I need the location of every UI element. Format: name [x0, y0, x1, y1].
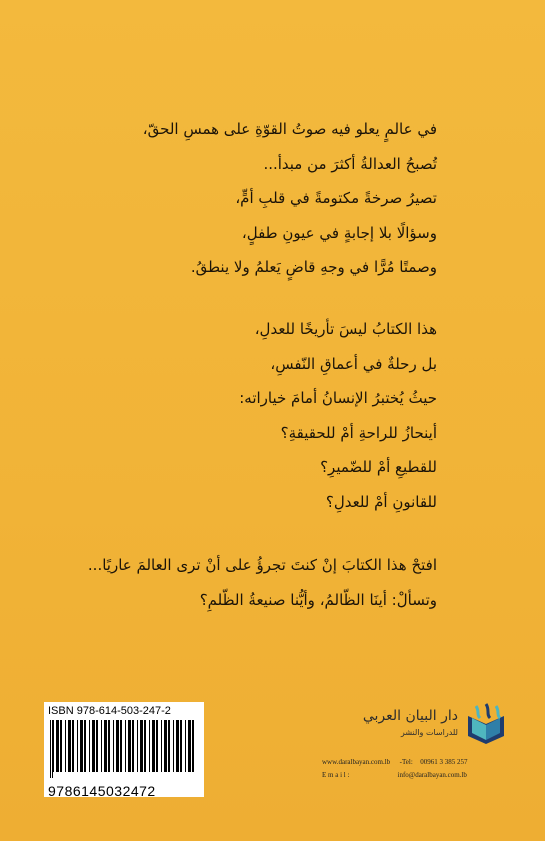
barcode-bar [192, 720, 194, 772]
barcode-bar [140, 720, 143, 772]
barcode-bar [68, 720, 71, 772]
barcode-bar [149, 720, 150, 772]
blurb-line: في عالمٍ يعلو فيه صوتُ القوّةِ على همسِ الحقّ، [142, 120, 437, 138]
barcode-bar [144, 720, 146, 772]
website-text: www.daralbayan.com.lb [322, 758, 391, 766]
barcode-bar [156, 720, 158, 772]
tel-number: 00961 3 385 257 [420, 758, 468, 766]
blurb-stanza-3 [88, 548, 437, 617]
contact-row-web-tel [322, 758, 468, 766]
barcode-bar [52, 720, 53, 778]
publisher-name: دار البيان العربي [362, 708, 458, 724]
barcode-bar [164, 720, 167, 772]
barcode-bar [80, 720, 83, 772]
barcode-bar [50, 720, 51, 778]
barcode-bar [137, 720, 138, 772]
blurb-stanza-2 [239, 312, 437, 519]
email-address: info@daralbayan.com.lb [397, 771, 467, 779]
barcode-bar [116, 720, 119, 772]
publisher-subtitle: للدراسات والنشر [400, 728, 458, 737]
barcode-bar [56, 720, 59, 772]
email-label: E m a i l : [322, 771, 350, 779]
barcode-bar [120, 720, 122, 772]
barcode-bar [132, 720, 134, 772]
barcode-bar [168, 720, 170, 772]
blurb-line: افتحْ هذا الكتابَ إنْ كنتَ تجرؤُ على أنْ ترى العالمَ عاريًا... [87, 556, 437, 574]
book-logo-icon [464, 702, 508, 746]
barcode-bar [176, 720, 179, 772]
barcode-number: 9786145032472 [48, 783, 156, 799]
barcode-bar [125, 720, 126, 772]
blurb-line: وتسألْ: أينَا الظّالمُ، وأيُّنا صنيعةُ الظّلمِ؟ [199, 590, 437, 609]
barcode-bar [108, 720, 110, 772]
barcode-bar [101, 720, 102, 772]
barcode-bar [92, 720, 95, 772]
barcode-bar [89, 720, 90, 772]
barcode-bar [96, 720, 98, 772]
barcode-bar [77, 720, 78, 772]
barcode-bar [128, 720, 131, 772]
blurb-line: تصيرُ صرخةً مكتومةً في قلبِ أمٍّ، [235, 189, 437, 207]
barcode-bars [48, 720, 200, 778]
blurb-line: وسؤالًا بلا إجابةٍ في عيونِ طفلٍ، [241, 223, 437, 242]
barcode-bar [60, 720, 62, 772]
blurb-line: للقانونِ أمْ للعدلِ؟ [325, 492, 437, 511]
isbn-label: ISBN 978-614-503-247-2 [48, 705, 171, 717]
blurb-line: أينحازُ للراحةِ أمْ للحقيقةِ؟ [280, 423, 437, 442]
barcode-bar [84, 720, 86, 772]
barcode-bar [104, 720, 107, 772]
barcode-bar [173, 720, 174, 772]
barcode-bar [180, 720, 182, 772]
barcode-bar [188, 720, 191, 772]
publisher-block [322, 700, 512, 780]
tel-label: -Tel: [399, 758, 413, 766]
blurb-line: وصمتًا مُرًّا في وجهِ قاضٍ يَعلمُ ولا ينطقُ. [190, 258, 437, 276]
blurb-line: حيثُ يُختبرُ الإنسانُ أمامَ خياراته: [239, 389, 437, 407]
blurb-stanza-1 [143, 112, 437, 285]
barcode-bar [113, 720, 114, 772]
barcode-bar [161, 720, 162, 772]
blurb-line: تُصبحُ العدالةُ أكثرَ من مبدأ... [263, 154, 437, 173]
barcode-bar [65, 720, 66, 772]
blurb-line: للقطيعِ أمْ للضّميرِ؟ [320, 458, 437, 476]
barcode [44, 702, 204, 797]
barcode-bar [152, 720, 155, 772]
blurb-line: بل رحلةٌ في أعماقِ النّفسِ، [270, 354, 437, 373]
barcode-bar [53, 720, 54, 772]
contact-row-email [322, 771, 467, 779]
barcode-bar [72, 720, 74, 772]
barcode-bar [185, 720, 186, 772]
blurb-line: هذا الكتابُ ليسَ تأريخًا للعدلِ، [254, 320, 437, 338]
